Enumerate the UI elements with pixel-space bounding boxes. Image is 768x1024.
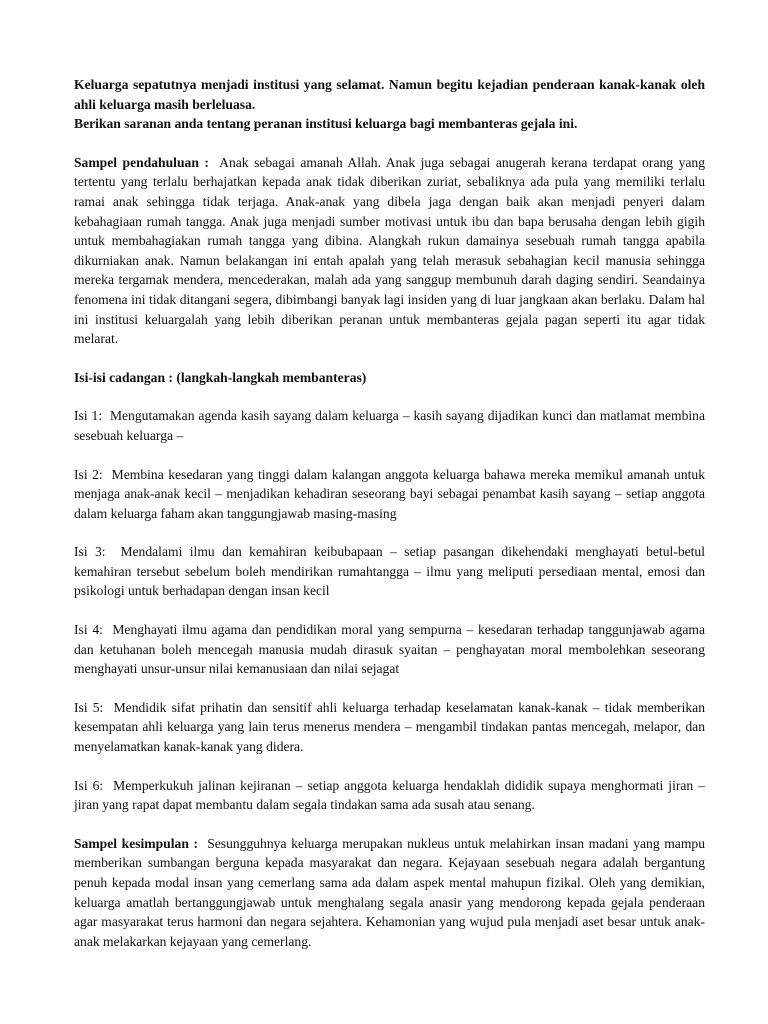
question-line-2: Berikan saranan anda tentang peranan institusi keluarga bagi membanteras gejala ini. [74,116,578,132]
point-text: Mengutamakan agenda kasih sayang dalam keluarga – kasih sayang dijadikan kunci dan matlamat membina sesebuah keluarga – [74,408,705,443]
conclusion-text: Sesungguhnya keluarga merupakan nukleus untuk melahirkan insan madani yang mampu memberikan sumbangan berguna kepada masyarakat dan negara. Kejayaan sesebuah negara adalah bergantung penuh kepada modal insan yang cemerlang sama ada dalam aspek mental mahupun fizikal. Oleh yang demikian, keluarga amatlah bertanggungjawab untuk menghalang segala anasir yang mendorong kepada gejala penderaan agar masyarakat terus harmoni dan negara sejahtera. Kehamonian yang wujud pula menjadi aset besar untuk anak-anak melakarkan kejayaan yang cemerlang. [74,835,706,949]
body-heading: Isi-isi cadangan : (langkah-langkah membanteras) [74,369,367,385]
intro-paragraph [74,153,705,349]
point-label: Isi 6: [74,777,104,793]
point-text: Memperkukuh jalinan kejiranan – setiap anggota keluarga hendaklah dididik supaya menghormati jiran – jiran yang rapat dapat membantu dalam segala tindakan sama ada susah atau senang. [74,777,705,813]
point-label: Isi 2: [74,466,103,482]
intro-text: Anak sebagai amanah Allah. Anak juga sebagai anugerah kerana terdapat orang yang tertentu yang terlalu berhajatkan kepada anak tidak diberikan zuriat, sebaliknya ada pula yang memiliki terlalu ramai anak sehingga tidak terjaga. Anak-anak yang dibela jaga dengan baik akan menjadi penyeri dalam kebahagiaan rumah tangga. Anak juga menjadi sumber motivasi untuk ibu dan bapa berusaha dengan lebih gigih untuk membahagiakan rumah tangga yang dibina. Alangkah rukun damainya sesebuah rumah tangga apabila dikurniakan anak. Namun belakangan ini entah apalah yang telah merasuk sebahagian kecil manusia sehingga mereka tergamak mendera, mencederakan, malah ada yang sanggup membunuh darah daging sendiri. Seandainya fenomena ini tidak ditangani segera, dibimbangi banyak lagi insiden yang di luar jangkaan akan berlaku. Dalam hal ini institusi keluargalah yang lebih diberikan peranan untuk membanteras gejala pagan seperti itu agar tidak melarat. [74,154,705,347]
point-1 [74,406,705,445]
point-text: Mendidik sifat prihatin dan sensitif ahli keluarga terhadap keselamatan kanak-kanak – tidak memberikan kesempatan ahli keluarga yang lain terus menerus mendera – mengambil tindakan pantas mencegah, melapor, dan menyelamatkan kanak-kanak yang didera. [74,699,705,755]
point-5 [74,698,705,757]
conclusion-label: Sampel kesimpulan : [74,835,198,851]
point-6 [74,776,705,815]
document-page [74,75,705,951]
conclusion-paragraph [74,834,705,952]
point-label: Isi 5: [74,699,104,715]
essay-question [74,75,705,134]
point-label: Isi 1: [74,408,103,424]
point-3 [74,542,705,601]
point-text: Mendalami ilmu dan kemahiran keibubapaan – setiap pasangan dikehendaki menghayati betul-betul kemahiran tersebut sebelum boleh mendirikan rumahtangga – ilmu yang meliputi persediaan mental, emosi dan psikologi untuk berhadapan dengan insan kecil [74,544,705,599]
point-label: Isi 4: [74,622,103,638]
point-label: Isi 3: [74,544,106,560]
point-text: Menghayati ilmu agama dan pendidikan moral yang sempurna – kesedaran terhadap tanggunjawab agama dan ketuhanan boleh mencegah manusia mudah dirasuk syaitan – penghayatan moral membolehkan seseorang menghayati unsur-unsur nilai kemanusiaan dan nilai sejagat [74,622,705,677]
point-2 [74,465,705,524]
intro-label: Sampel pendahuluan : [74,154,209,170]
point-4 [74,620,705,679]
question-line-1: Keluarga sepatutnya menjadi institusi yang selamat. Namun begitu kejadian penderaan kanak-kanak oleh ahli keluarga masih berleluasa. [74,77,705,112]
point-text: Membina kesedaran yang tinggi dalam kalangan anggota keluarga bahawa mereka memikul amanah untuk menjaga anak-anak kecil – menjadikan kehadiran seseorang bayi sebagai penambat kasih sayang – setiap anggota dalam keluarga faham akan tanggungjawab masing-masing [74,466,705,521]
